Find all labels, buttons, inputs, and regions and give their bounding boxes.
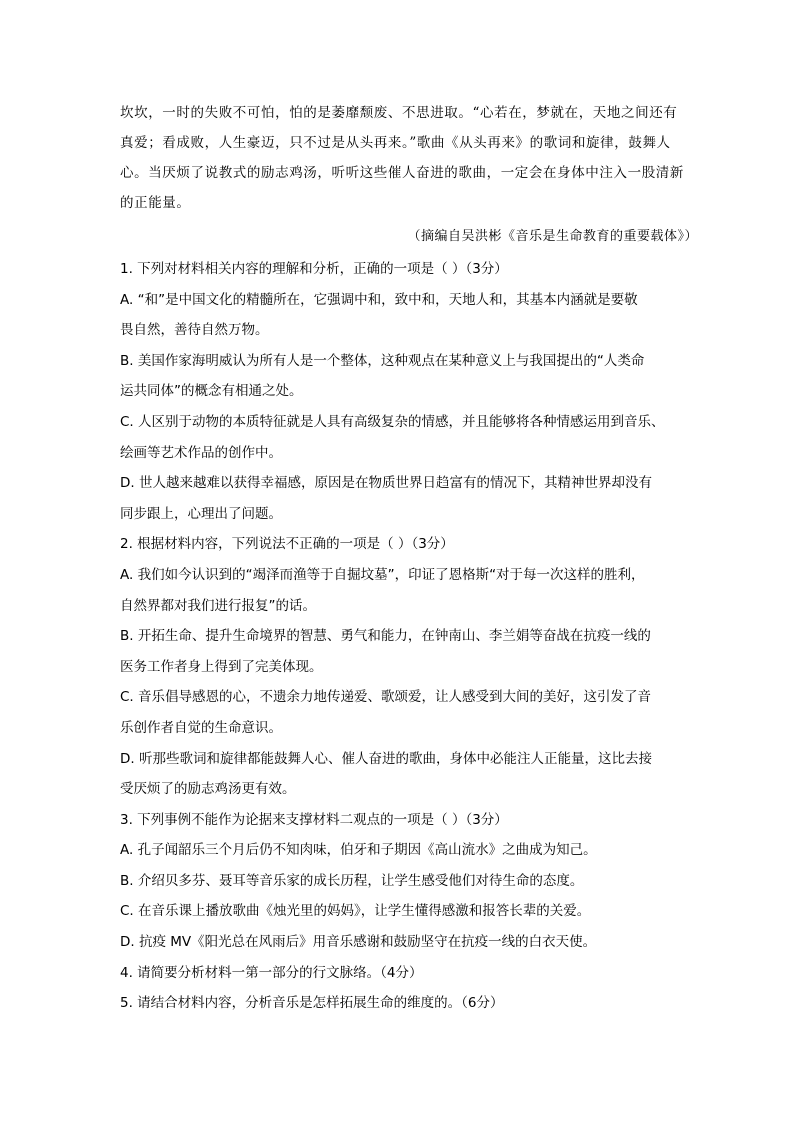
question-1-option-d: D. 世人越来越难以获得幸福感，原因是在物质世界日趋富有的情况下，其精神世界却没有: [120, 475, 652, 492]
passage-excerpt: [120, 98, 684, 218]
question-2-option-d-cont: 受厌烦了的励志鸡汤更有效。: [120, 781, 296, 798]
question-3-option-c: C. 在音乐课上播放歌曲《烛光里的妈妈》，让学生懂得感激和报答长辈的关爱。: [120, 903, 591, 920]
question-1-option-b-cont: 运共同体”的概念有相通之处。: [120, 383, 303, 400]
question-2-option-c: C. 音乐倡导感恩的心，不遗余力地传递爱、歌颂爱，让人感受到大间的美好，这引发了音: [120, 689, 652, 706]
question-3-option-b: B. 介绍贝多芬、聂耳等音乐家的成长历程，让学生感受他们对待生命的态度。: [120, 872, 584, 889]
question-section: [120, 254, 686, 1019]
question-2-option-b: B. 开拓生命、提升生命境界的智慧、勇气和能力，在钟南山、李兰娟等奋战在抗疫一线的: [120, 628, 651, 645]
passage-line: 的正能量。: [120, 195, 191, 211]
question-2-option-a: A. 我们如今认识到的“竭泽而渔等于自掘坟墓”，印证了恩格斯“对于每一次这样的胜利，: [120, 566, 645, 583]
question-1-option-b: B. 美国作家海明威认为所有人是一个整体，这种观点在某种意义上与我国提出的“人类命: [120, 352, 645, 369]
question-3-option-d: D. 抗疫 MV《阳光总在风雨后》用音乐感谢和鼓励坚守在抗疫一线的白衣天使。: [120, 934, 597, 951]
question-2-option-a-cont: 自然界都对我们进行报复”的话。: [120, 597, 316, 614]
question-1-option-c-cont: 绘画等艺术作品的创作中。: [120, 444, 282, 461]
question-2-option-b-cont: 医务工作者身上得到了完美体现。: [120, 658, 323, 675]
question-4-stem: 4. 请简要分析材料一第一部分的行文脉络。（4分）: [120, 964, 423, 981]
question-2-option-d: D. 听那些歌词和旋律都能鼓舞人心、催人奋进的歌曲，身体中必能注人正能量，这比去接: [120, 750, 652, 767]
source-citation: （摘编自吴洪彬《音乐是生命教育的重要载体》）: [407, 229, 698, 244]
question-2-stem: 2. 根据材料内容，下列说法不正确的一项是（ ）（3分）: [120, 536, 454, 553]
question-5-stem: 5. 请结合材料内容，分析音乐是怎样拓展生命的维度的。（6分）: [120, 995, 504, 1012]
passage-line: 坎坎，一时的失败不可怕，怕的是萎靡颓废、不思进取。“心若在，梦就在，天地之间还有: [120, 105, 678, 121]
question-1-option-c: C. 人区别于动物的本质特征就是人具有高级复杂的情感，并且能够将各种情感运用到音乐、: [120, 413, 665, 430]
question-3-stem: 3. 下列事例不能作为论据来支撑材料二观点的一项是（ ）（3分）: [120, 811, 508, 828]
question-2-option-c-cont: 乐创作者自觉的生命意识。: [120, 719, 282, 736]
question-1-stem: 1. 下列对材料相关内容的理解和分析，正确的一项是（ ）（3分）: [120, 261, 508, 277]
question-1-option-a: A. “和”是中国文化的精髓所在，它强调中和，致中和，天地人和，其基本内涵就是要敬: [120, 291, 638, 308]
passage-line: 心。当厌烦了说教式的励志鸡汤，听听这些催人奋进的歌曲，一定会在身体中注入一股清新: [120, 165, 684, 181]
question-3-option-a: A. 孔子闻韶乐三个月后仍不知肉味，伯牙和子期因《高山流水》之曲成为知己。: [120, 842, 597, 859]
question-1-option-d-cont: 同步跟上，心理出了问题。: [120, 505, 282, 522]
question-1-option-a-cont: 畏自然，善待自然万物。: [120, 322, 269, 339]
passage-line: 真爱；看成败，人生豪迈，只不过是从头再来。”歌曲《从头再来》的歌词和旋律，鼓舞人: [120, 135, 671, 151]
